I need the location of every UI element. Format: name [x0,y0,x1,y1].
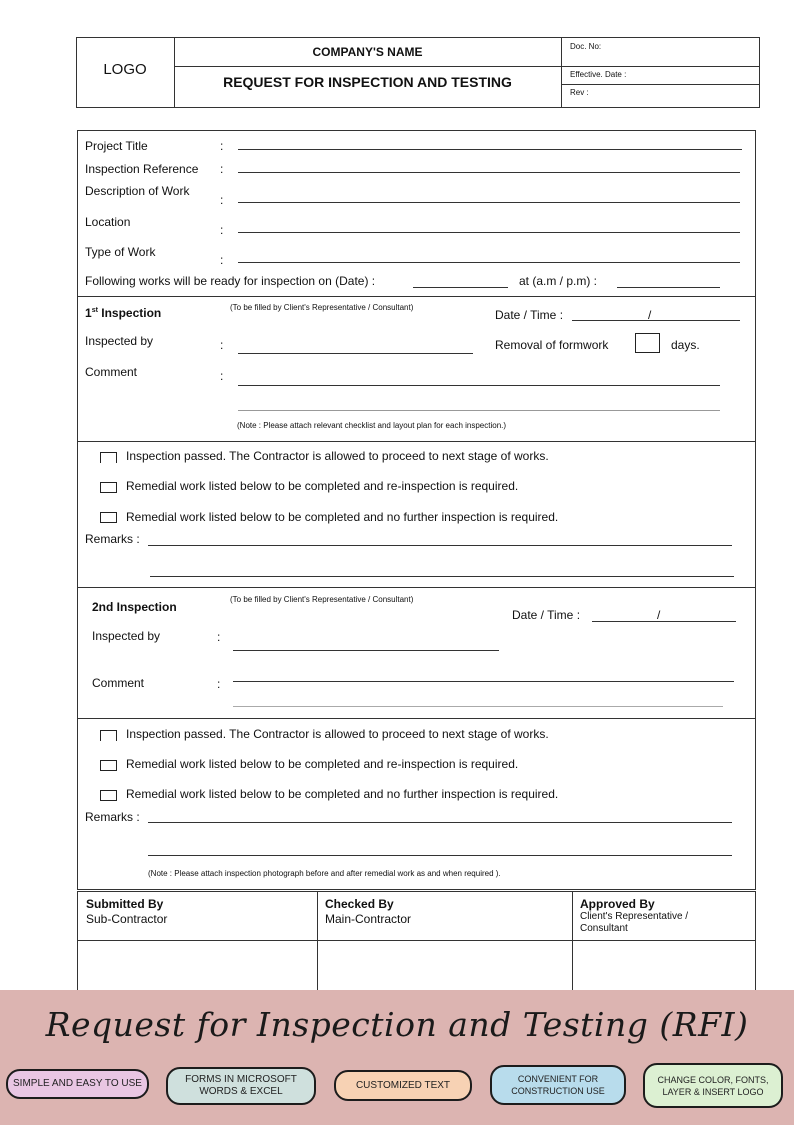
first-date-time-field[interactable] [572,320,740,321]
first-date-time-label: Date / Time : [495,308,564,322]
divider [561,66,760,67]
remarks-line-2b[interactable] [148,855,732,856]
colon: : [217,630,221,644]
second-comment-line-2[interactable] [233,706,723,707]
divider [561,84,760,85]
divider [572,891,573,1001]
first-comment-line-2[interactable] [238,410,720,411]
effective-date-label: Effective. Date : [570,70,627,79]
second-inspection-title: 2nd Inspection [92,600,177,614]
removal-formwork-label: Removal of formwork [495,338,609,352]
ready-date-label: Following works will be ready for inspection on (Date) : [85,274,376,288]
feature-pill-construction: CONVENIENT FOR CONSTRUCTION USE [490,1065,626,1105]
colon: : [220,338,224,352]
colon: : [220,162,224,176]
first-inspected-by-field[interactable] [238,353,473,354]
days-label: days. [671,338,700,352]
second-inspected-by-label: Inspected by [92,629,161,643]
reinspect-text-2: Remedial work listed below to be completed and re-inspection is required. [126,757,519,771]
second-date-time-label: Date / Time : [512,608,581,622]
feature-pill-simple: SIMPLE AND EASY TO USE [6,1069,149,1099]
location-field[interactable] [238,232,740,233]
form-title: REQUEST FOR INSPECTION AND TESTING [223,74,512,90]
second-comment-label: Comment [92,676,145,690]
divider [77,296,756,297]
colon: : [220,369,224,383]
ready-date-field[interactable] [413,287,508,288]
divider [77,441,756,442]
type-of-work-label: Type of Work [85,245,156,259]
colon: : [220,223,224,237]
doc-no-label: Doc. No: [570,42,602,51]
first-comment-line-1[interactable] [238,385,720,386]
second-comment-line-1[interactable] [233,681,734,682]
checked-by-title: Checked By [325,897,394,911]
remarks-line-1a[interactable] [148,545,732,546]
reinspect-text-1: Remedial work listed below to be completed and re-inspection is required. [126,479,519,493]
project-title-field[interactable] [238,149,742,150]
approved-by-sub-2: Consultant [580,923,628,934]
reinspect-checkbox-1[interactable] [100,482,117,493]
first-inspection-title: 1st Inspection [85,306,162,320]
type-of-work-field[interactable] [238,262,740,263]
passed-checkbox-2[interactable] [100,730,117,741]
passed-checkbox-1[interactable] [100,452,117,463]
submitted-by-title: Submitted By [86,897,164,911]
remarks-line-2a[interactable] [148,822,732,823]
ready-time-label: at (a.m / p.m) : [519,274,598,288]
divider [77,587,756,588]
slash: / [648,308,652,322]
second-filled-by-note: (To be filled by Client's Representative / Consultant) [230,595,414,604]
first-inspected-by-label: Inspected by [85,334,154,348]
description-of-work-label: Description of Work [85,184,190,198]
remarks-line-1b[interactable] [150,576,734,577]
colon: : [220,139,224,153]
reinspect-checkbox-2[interactable] [100,760,117,771]
colon: : [220,193,224,207]
no-further-checkbox-2[interactable] [100,790,117,801]
submitted-signature-area[interactable] [78,942,316,990]
second-date-time-field[interactable] [592,621,736,622]
removal-days-box[interactable] [635,333,660,353]
approved-signature-area[interactable] [574,942,755,990]
colon: : [220,253,224,267]
checked-signature-area[interactable] [319,942,571,990]
project-title-label: Project Title [85,139,148,153]
submitted-by-sub: Sub-Contractor [86,912,168,926]
approved-by-title: Approved By [580,897,655,911]
no-further-text-2: Remedial work listed below to be completed and no further inspection is required. [126,787,559,801]
company-name: COMPANY'S NAME [312,45,423,59]
banner-headline: Request for Inspection and Testing (RFI) [45,1005,749,1044]
inspection-reference-field[interactable] [238,172,740,173]
passed-text-1: Inspection passed. The Contractor is allowed to proceed to next stage of works. [126,449,549,463]
checked-by-sub: Main-Contractor [325,912,412,926]
logo-placeholder: LOGO [103,61,147,78]
remarks-label-2: Remarks : [85,810,140,824]
second-inspected-by-field[interactable] [233,650,499,651]
second-note: (Note : Please attach inspection photograph before and after remedial work as and when required ). [148,869,501,878]
no-further-checkbox-1[interactable] [100,512,117,523]
colon: : [217,677,221,691]
feature-pill-customized: CUSTOMIZED TEXT [334,1070,472,1101]
divider [77,718,756,719]
remarks-label-1: Remarks : [85,532,140,546]
no-further-text-1: Remedial work listed below to be completed and no further inspection is required. [126,510,559,524]
description-of-work-field[interactable] [238,202,740,203]
first-comment-label: Comment [85,365,138,379]
divider [561,37,562,108]
feature-pill-ms-forms: FORMS IN MICROSOFT WORDS & EXCEL [166,1067,316,1105]
slash: / [657,608,661,622]
divider [77,940,756,941]
passed-text-2: Inspection passed. The Contractor is allowed to proceed to next stage of works. [126,727,549,741]
location-label: Location [85,215,131,229]
first-note: (Note : Please attach relevant checklist and layout plan for each inspection.) [237,421,507,430]
inspection-reference-label: Inspection Reference [85,162,199,176]
rev-label: Rev : [570,88,589,97]
feature-pill-change-color: CHANGE COLOR, FONTS, LAYER & INSERT LOGO [643,1063,783,1108]
divider [174,66,561,67]
ready-time-field[interactable] [617,287,720,288]
first-filled-by-note: (To be filled by Client's Representative / Consultant) [230,303,414,312]
approved-by-sub-1: Client's Representative / [580,911,689,922]
divider [317,891,318,1001]
